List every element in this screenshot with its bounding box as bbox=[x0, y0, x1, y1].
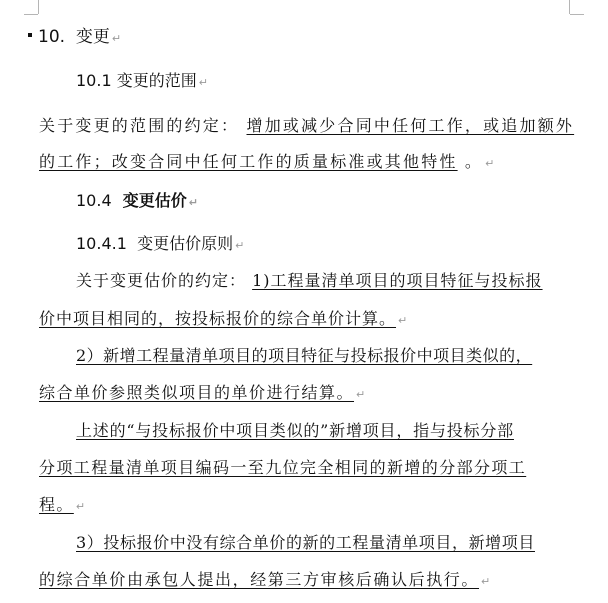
valuation-item3-b: 的综合单价由承包人提出，经第三方审核后确认后执行。 bbox=[39, 570, 480, 589]
valuation-label: 关于变更估价的约定： bbox=[76, 271, 247, 290]
valuation-item3-a: 3）投标报价中没有综合单价的新的工程量清单项目，新增项目 bbox=[76, 533, 535, 552]
paragraph-mark: ↵ bbox=[481, 575, 492, 588]
valuation-line-1 bbox=[76, 271, 543, 291]
valuation-line-6 bbox=[39, 458, 526, 478]
crop-mark-right-h bbox=[570, 14, 584, 15]
subsection-heading-10-1 bbox=[76, 71, 208, 93]
crop-mark-right bbox=[569, 0, 570, 14]
subsection-number: 10.4 bbox=[76, 191, 112, 210]
paragraph-mark: ↵ bbox=[111, 32, 122, 45]
valuation-line-2 bbox=[39, 309, 408, 331]
section-title: 变更 bbox=[75, 27, 110, 47]
subsection-number: 10.4.1 bbox=[76, 234, 127, 253]
scope-text-1: 增加或减少合同中任何工作，或追加额外 bbox=[246, 116, 575, 135]
paragraph-mark: ↵ bbox=[356, 388, 367, 401]
valuation-note-a: 上述的“与投标报价中项目类似的”新增项目，指与投标分部 bbox=[76, 421, 514, 440]
subsection-title: 变更估价原则 bbox=[137, 234, 234, 253]
valuation-line-3 bbox=[76, 346, 532, 366]
list-bullet bbox=[28, 33, 32, 37]
valuation-line-4 bbox=[39, 383, 367, 405]
subsection-number: 10.1 bbox=[76, 71, 112, 90]
valuation-item2-b: 综合单价参照类似项目的单价进行结算。 bbox=[39, 383, 355, 402]
valuation-item1-a: 1)工程量清单项目的项目特征与投标报 bbox=[252, 271, 543, 290]
paragraph-mark: ↵ bbox=[75, 500, 87, 513]
valuation-item2-a: 2）新增工程量清单项目的项目特征与投标报价中项目类似的， bbox=[76, 346, 533, 365]
scope-agreement-line-1 bbox=[39, 116, 574, 136]
paragraph-mark: ↵ bbox=[188, 196, 198, 209]
subsection-title: 变更估价 bbox=[122, 191, 187, 210]
crop-mark-left-h bbox=[24, 14, 38, 15]
valuation-note-b: 分项工程量清单项目编码一至九位完全相同的新增的分部分项工 bbox=[39, 458, 527, 477]
subsection-heading-10-4 bbox=[76, 191, 198, 213]
valuation-line-8 bbox=[76, 533, 535, 553]
valuation-note-c: 程。 bbox=[39, 495, 74, 514]
scope-label: 关于变更的范围的约定： bbox=[39, 116, 240, 135]
section-heading bbox=[28, 27, 121, 49]
valuation-item1-b: 价中项目相同的，按投标报价的综合单价计算。 bbox=[39, 309, 397, 328]
paragraph-mark: ↵ bbox=[235, 239, 245, 252]
valuation-line-7 bbox=[39, 495, 86, 517]
paragraph-mark: ↵ bbox=[485, 157, 497, 170]
subsection-title: 变更的范围 bbox=[116, 71, 197, 90]
scope-text-2: 的工作；改变合同中任何工作的质量标准或其他特性 bbox=[39, 152, 458, 171]
valuation-line-9 bbox=[39, 570, 492, 592]
paragraph-mark: ↵ bbox=[198, 76, 208, 89]
section-number: 10. bbox=[38, 27, 66, 47]
scope-end: 。 bbox=[464, 152, 484, 171]
paragraph-mark: ↵ bbox=[398, 314, 409, 327]
scope-agreement-line-2 bbox=[39, 152, 497, 174]
subsection-heading-10-4-1 bbox=[76, 234, 244, 256]
valuation-line-5 bbox=[76, 421, 514, 441]
crop-mark-left bbox=[38, 0, 39, 14]
